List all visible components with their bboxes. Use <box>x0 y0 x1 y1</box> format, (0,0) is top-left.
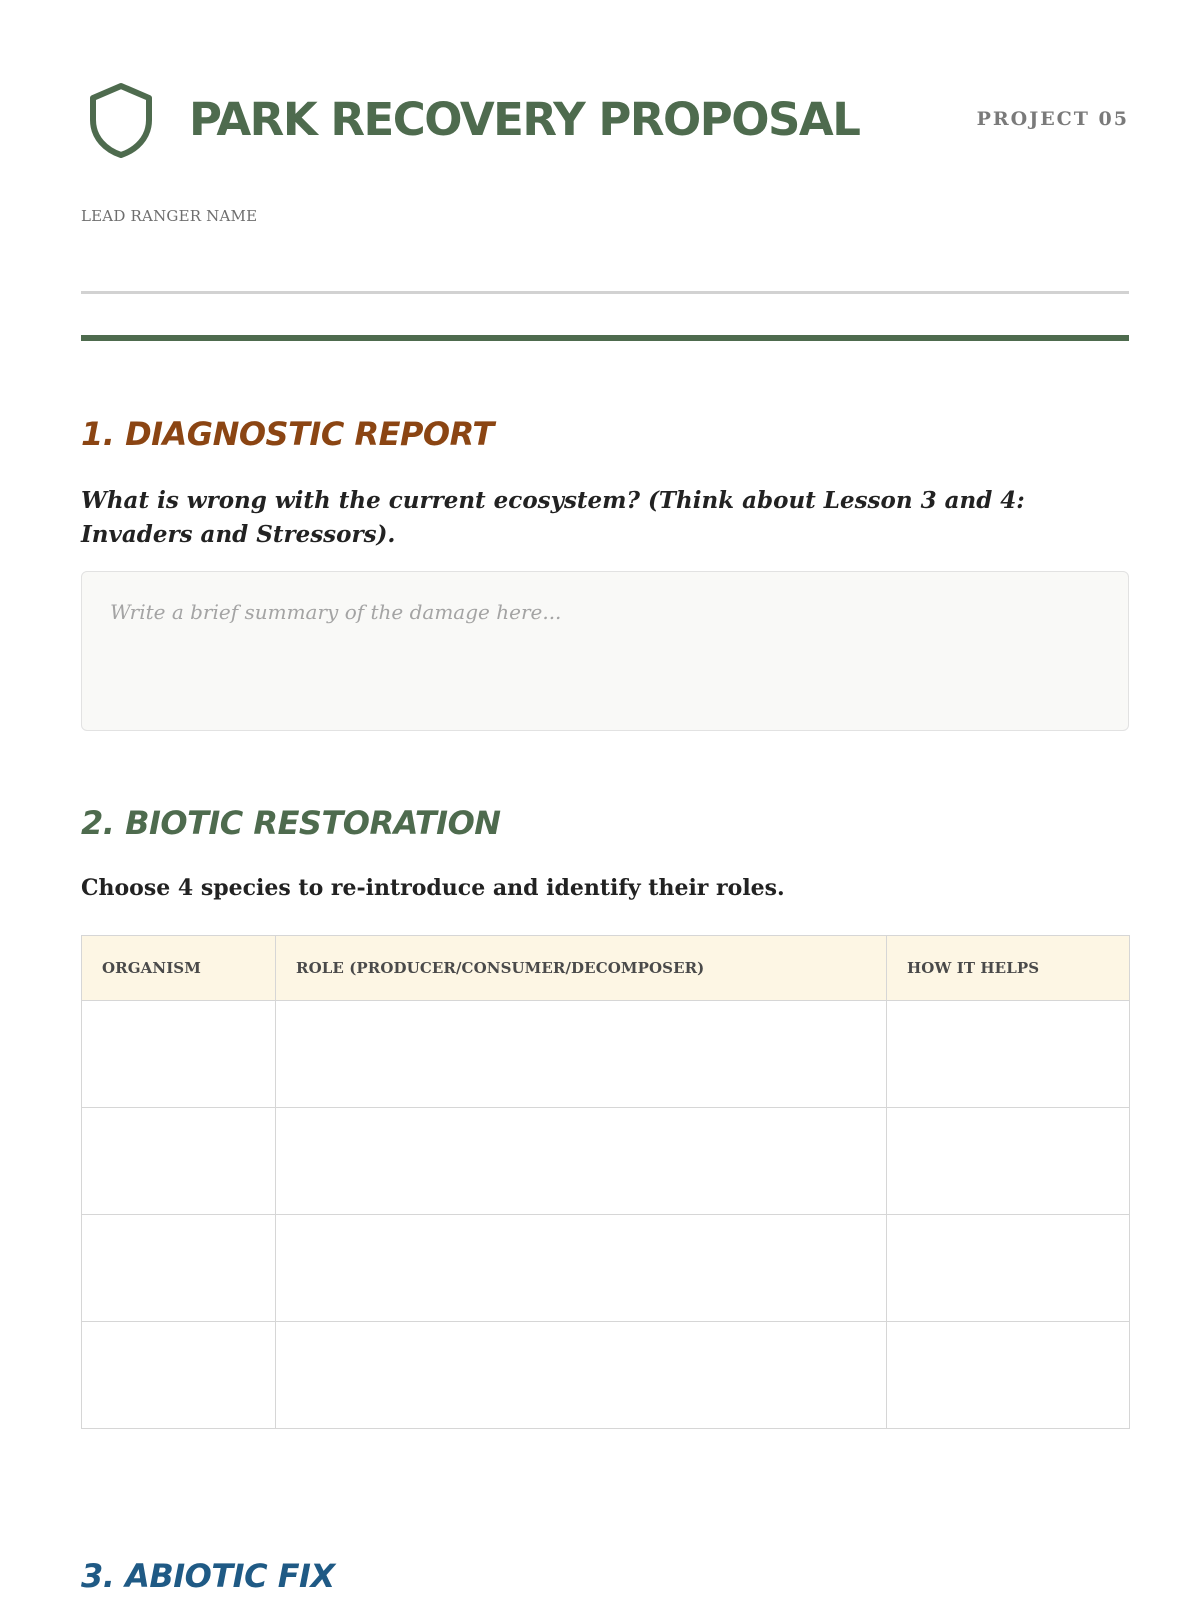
how-it-helps-cell[interactable] <box>887 1215 1130 1322</box>
table-header-row <box>82 936 1130 1001</box>
section-heading-biotic-restoration: 2. BIOTIC RESTORATION <box>81 804 501 842</box>
damage-summary-field[interactable] <box>81 571 1129 731</box>
table-row <box>82 1215 1130 1322</box>
column-header-organism: ORGANISM <box>82 936 276 1001</box>
role-cell[interactable] <box>276 1108 887 1215</box>
lead-ranger-label: LEAD RANGER NAME <box>81 207 258 225</box>
how-it-helps-cell[interactable] <box>887 1001 1130 1108</box>
document-header <box>81 80 1129 160</box>
diagnostic-prompt: What is wrong with the current ecosystem? (Think about Lesson 3 and 4: Invaders and Stressors). <box>81 487 1025 548</box>
species-table <box>81 935 1130 1429</box>
biotic-instruction: Choose 4 species to re-introduce and identify their roles. <box>81 875 785 901</box>
how-it-helps-cell[interactable] <box>887 1108 1130 1215</box>
table-row <box>82 1001 1130 1108</box>
header-divider <box>81 335 1129 341</box>
organism-cell[interactable] <box>82 1001 276 1108</box>
column-header-how-it-helps: HOW IT HELPS <box>887 936 1130 1001</box>
organism-cell[interactable] <box>82 1322 276 1429</box>
column-header-role: ROLE (PRODUCER/CONSUMER/DECOMPOSER) <box>276 936 887 1001</box>
page-title: PARK RECOVERY PROPOSAL <box>189 93 860 146</box>
organism-cell[interactable] <box>82 1215 276 1322</box>
table-row <box>82 1322 1130 1429</box>
section-heading-diagnostic-report: 1. DIAGNOSTIC REPORT <box>81 415 494 453</box>
project-number: PROJECT 05 <box>976 108 1129 130</box>
role-cell[interactable] <box>276 1215 887 1322</box>
section-heading-abiotic-fix: 3. ABIOTIC FIX <box>81 1557 335 1595</box>
organism-cell[interactable] <box>82 1108 276 1215</box>
role-cell[interactable] <box>276 1001 887 1108</box>
how-it-helps-cell[interactable] <box>887 1322 1130 1429</box>
role-cell[interactable] <box>276 1322 887 1429</box>
table-row <box>82 1108 1130 1215</box>
shield-icon <box>88 82 154 158</box>
lead-ranger-name-field[interactable] <box>81 291 1129 294</box>
